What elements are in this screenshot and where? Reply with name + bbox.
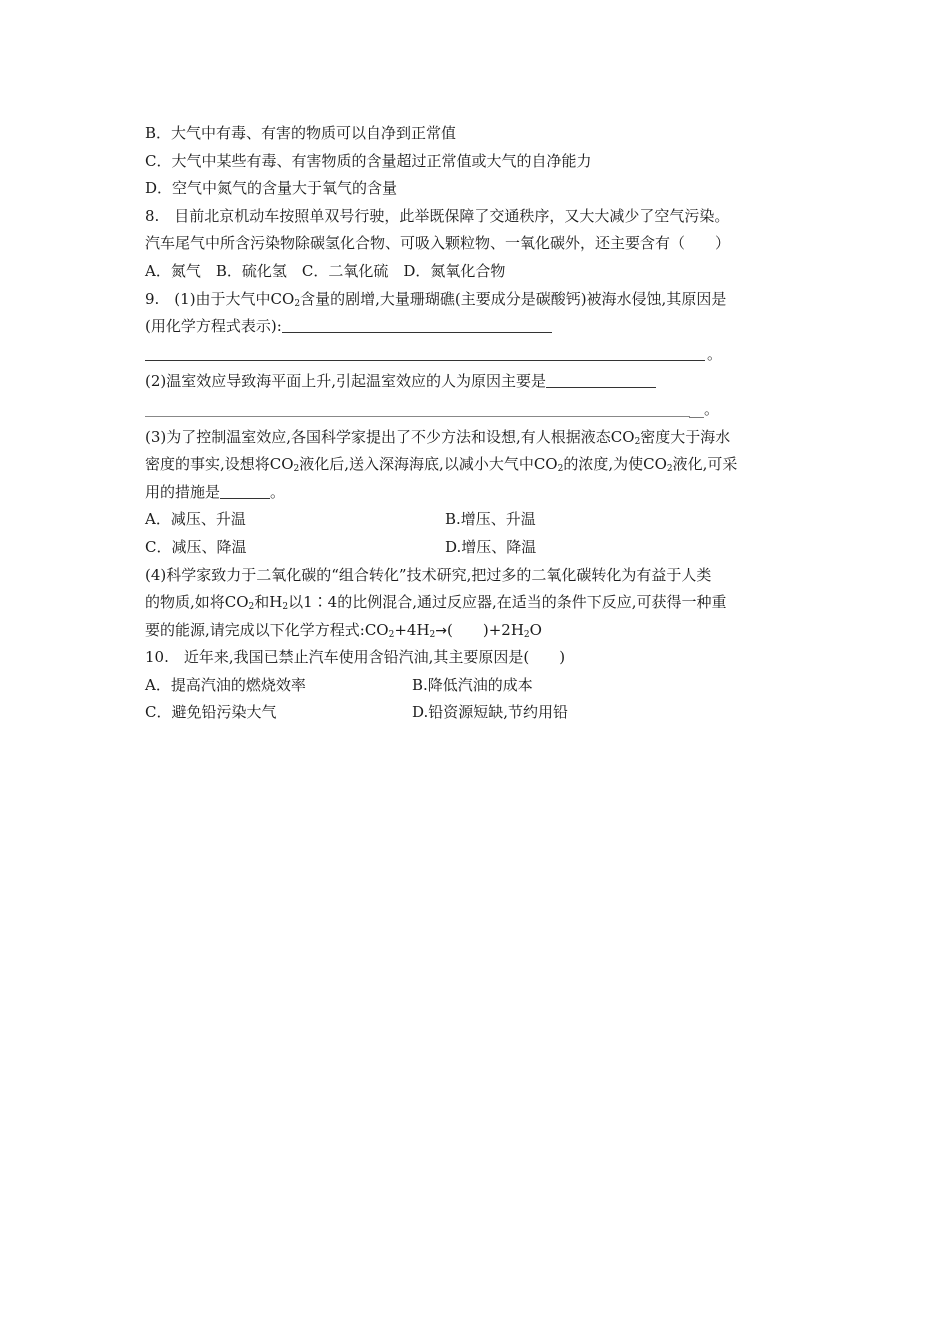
q8-options: A．氮气 B．硫化氢 C．二氧化硫 D．氮氧化合物: [145, 261, 506, 280]
q9-part2-answer-line: __。: [145, 396, 815, 424]
q9-part3-line2: 密度的事实,设想将$CO_2$液化后,送入深海海底,以减小大气中$CO_2$的浓度,为使$CO_2$液化,可采: [145, 455, 738, 475]
prev-option-d: D．空气中氮气的含量大于氧气的含量: [145, 179, 398, 198]
q9-part2-blank[interactable]: [546, 369, 656, 388]
prev-option-c: C．大气中某些有毒、有害物质的含量超过正常值或大气的自净能力: [145, 151, 592, 170]
q9-option-b[interactable]: B.增压、升温: [445, 510, 536, 529]
reaction-arrow: →: [435, 622, 448, 639]
q9-part1-line2: (用化学方程式表示):: [145, 313, 815, 341]
q9-part1-answer-line: 。: [145, 341, 815, 369]
q9-part3-line3: 用的措施是 。: [145, 479, 815, 507]
answer-rule[interactable]: [145, 360, 705, 361]
q10-stem: 10. 近年来,我国已禁止汽车使用含铅汽油,其主要原因是( ): [145, 648, 566, 667]
q10-option-c[interactable]: C．避免铅污染大气: [145, 703, 277, 722]
q9-part4-line3: 要的能源,请完成以下化学方程式$:CO_2+4H_2\to$( )$+2H_2O$: [145, 620, 542, 640]
q9-equation-blank[interactable]: [282, 314, 552, 333]
q9-option-a[interactable]: A．减压、升温: [145, 510, 246, 529]
q8-stem-line1: 8. 目前北京机动车按照单双号行驶，此举既保障了交通秩序，又大大减少了空气污染。: [145, 206, 730, 225]
q9-option-d[interactable]: D.增压、降温: [445, 537, 537, 556]
q9-option-c[interactable]: C．减压、降温: [145, 537, 247, 556]
q9-part4-line2: 的物质,如将$CO_2$和$H_2$以1∶4的比例混合,通过反应器,在适当的条件下反应,可获得一种重: [145, 593, 727, 613]
prev-option-b: B．大气中有毒、有害的物质可以自净到正常值: [145, 124, 457, 142]
q9-part3-blank[interactable]: [220, 480, 270, 499]
worksheet-page: [145, 120, 815, 727]
q10-option-a[interactable]: A．提高汽油的燃烧效率: [145, 675, 306, 694]
q9-part3-line1: (3)为了控制温室效应,各国科学家提出了不少方法和设想,有人根据液态$CO_2$密度大于海水: [145, 427, 731, 447]
q10-option-d[interactable]: D.铅资源短缺,节约用铅: [412, 703, 569, 722]
q10-options-row2: [145, 699, 815, 727]
answer-rule[interactable]: [145, 416, 690, 417]
q8-stem-line2: 汽车尾气中所含污染物除碳氢化合物、可吸入颗粒物、一氧化碳外，还主要含有（ ）: [145, 234, 731, 253]
q9-part1-line1: 9. (1)由于大气中$CO_2$含量的剧增,大量珊瑚礁(主要成分是碳酸钙)被海水侵蚀,其原因是: [145, 289, 727, 309]
q9-options-row2: [145, 534, 815, 562]
q10-options-row1: [145, 672, 815, 700]
q9-part4-line1: (4)科学家致力于二氧化碳的“组合转化”技术研究,把过多的二氧化碳转化为有益于人类: [145, 565, 712, 584]
q9-options-row1: [145, 506, 815, 534]
q9-part2-line1: (2)温室效应导致海平面上升,引起温室效应的人为原因主要是: [145, 368, 815, 396]
q10-option-b[interactable]: B.降低汽油的成本: [412, 675, 533, 694]
